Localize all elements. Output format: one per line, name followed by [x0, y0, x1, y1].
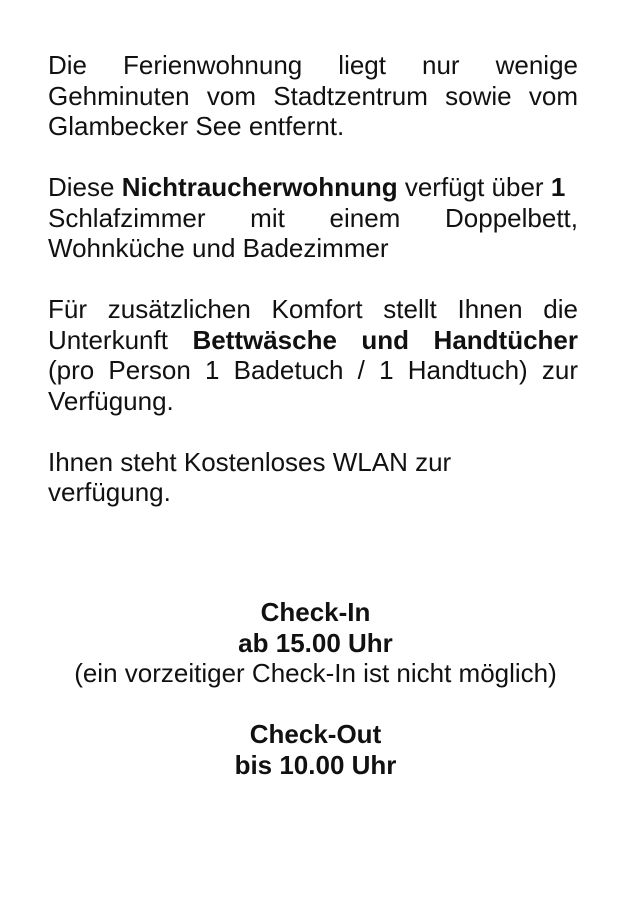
bold-text: 1 [550, 172, 566, 202]
checkin-time: ab 15.00 Uhr [238, 627, 393, 658]
text-line: verfügung. [48, 477, 171, 507]
bold-text: Nichtraucherwohnung [121, 172, 398, 202]
paragraph-comfort [48, 294, 578, 416]
text-line: Gehminuten vom Stadtzentrum sowie vom [48, 80, 578, 111]
text-line [48, 172, 578, 203]
paragraph-rooms [48, 172, 578, 264]
checkin-title: Check-In [260, 597, 371, 627]
bold-text: Bettwäsche und Handtücher [192, 324, 578, 355]
paragraph-wifi [48, 447, 578, 508]
checkin-checkout-block [0, 597, 631, 780]
text: Unterkunft [48, 324, 193, 355]
checkout-time: bis 10.00 Uhr [234, 749, 397, 780]
text-line: Wohnküche und Badezimmer [48, 233, 389, 263]
text-line: Ihnen steht Kostenloses WLAN zur [48, 446, 452, 477]
text: Diese [48, 172, 122, 202]
text-line [48, 325, 578, 356]
document-body [48, 50, 578, 508]
checkin-note: (ein vorzeitiger Check-In ist nicht möglich) [74, 658, 557, 688]
text-line: (pro Person 1 Badetuch / 1 Handtuch) zur [48, 355, 578, 385]
text-line: Glambecker See entfernt. [48, 111, 345, 141]
paragraph-location [48, 50, 578, 142]
text: verfügt über [397, 172, 551, 202]
checkout-title: Check-Out [249, 719, 382, 749]
text-line: Verfügung. [48, 385, 174, 416]
text-line: Schlafzimmer mit einem Doppelbett, [48, 202, 578, 233]
text-line: Die Ferienwohnung liegt nur wenige [48, 50, 578, 80]
text-line: Für zusätzlichen Komfort stellt Ihnen die [48, 294, 578, 324]
